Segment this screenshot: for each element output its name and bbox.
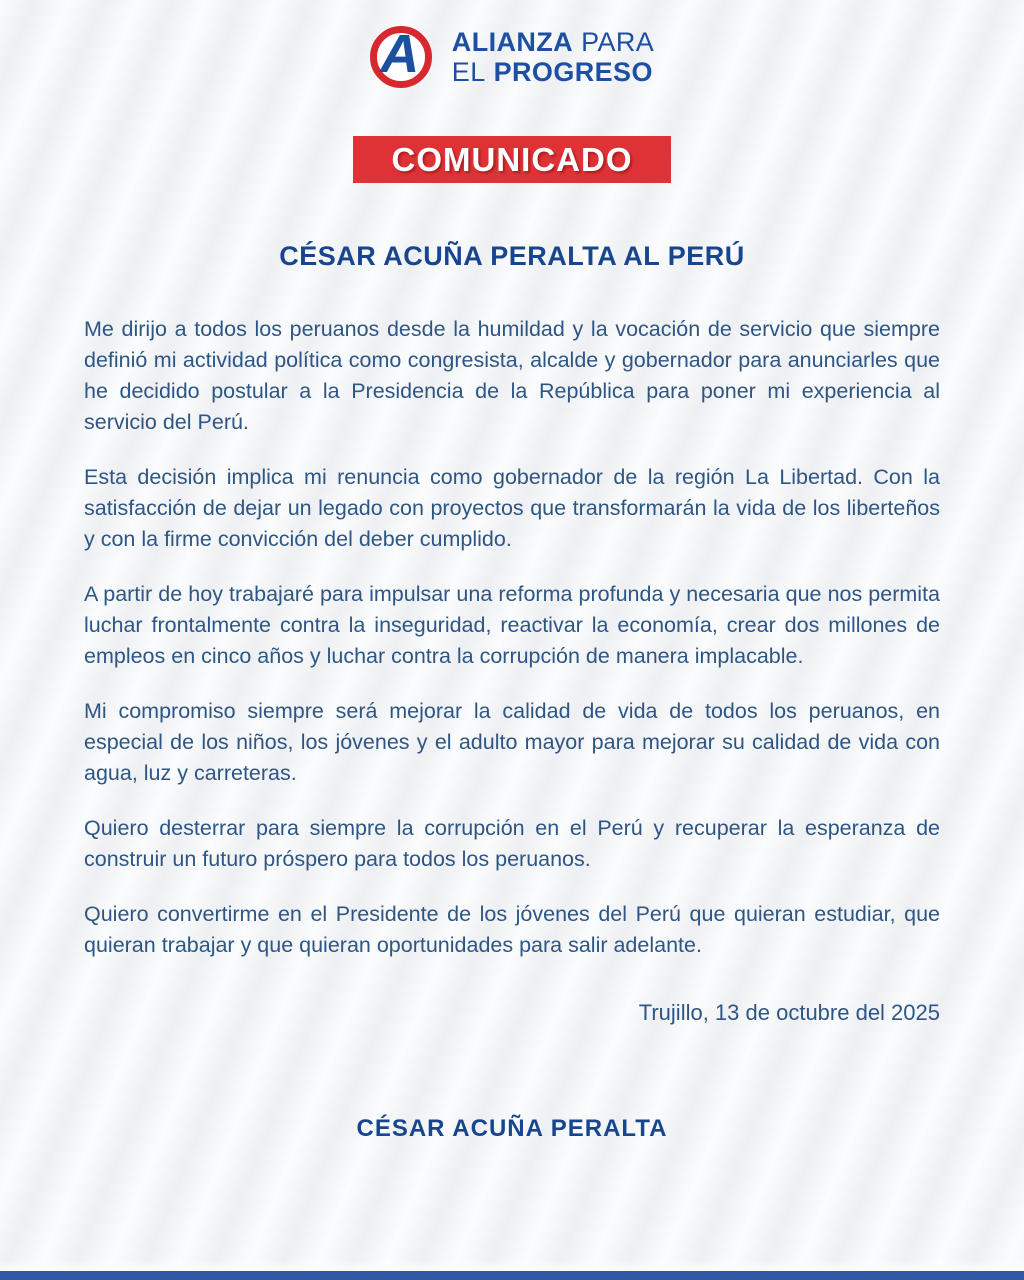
wordmark-alianza: ALIANZA: [451, 26, 574, 57]
party-logo: [0, 0, 1024, 88]
party-wordmark: [452, 27, 654, 88]
paragraph-4: Mi compromiso siempre será mejorar la calidad de vida de todos los peruanos, en especial de los niños, los jóvenes y el adulto mayor para mejorar su calidad de vida con agua, luz y carreteras.: [84, 699, 940, 785]
wordmark-line-1: [452, 27, 654, 58]
app-logo-icon: [370, 26, 432, 88]
comunicado-banner: COMUNICADO: [353, 136, 671, 183]
wordmark-para: PARA: [581, 26, 655, 57]
bottom-bar: [0, 1271, 1024, 1280]
paragraph-1: Me dirijo a todos los peruanos desde la humildad y la vocación de servicio que siempre definió mi actividad política como congresista, alcalde y gobernador para anunciarles que he decidido postular a la Presidencia de la República para poner mi experiencia al servicio del Perú.: [84, 317, 940, 434]
wordmark-el: EL: [451, 57, 486, 87]
page-title: CÉSAR ACUÑA PERALTA AL PERÚ: [279, 241, 745, 271]
paragraph-5: Quiero desterrar para siempre la corrupción en el Perú y recuperar la esperanza de construir un futuro próspero para todos los peruanos.: [84, 816, 940, 871]
paragraph-3: A partir de hoy trabajaré para impulsar una reforma profunda y necesaria que nos permita luchar frontalmente contra la inseguridad, reactivar la economía, crear dos millones de empleos en cinco años y luchar contra la corrupción de manera implacable.: [84, 582, 940, 668]
paragraph-6: Quiero convertirme en el Presidente de los jóvenes del Perú que quieran estudiar, que quieran trabajar y que quieran oportunidades para salir adelante.: [84, 902, 940, 957]
signature: CÉSAR ACUÑA PERALTA: [356, 1115, 668, 1142]
paragraph-2: Esta decisión implica mi renuncia como gobernador de la región La Libertad. Con la satisfacción de dejar un legado con proyectos que transformarán la vida de los liberteños y con la firme convicción del deber cumplido.: [84, 465, 940, 551]
wordmark-progreso: PROGRESO: [493, 57, 653, 87]
logo-letter-a: A: [380, 24, 420, 84]
dateline: Trujillo, 13 de octubre del 2025: [638, 1000, 940, 1025]
wordmark-line-2: [452, 57, 654, 88]
letter-body: [84, 314, 940, 961]
bottom-glow-strip: [0, 1259, 1024, 1271]
